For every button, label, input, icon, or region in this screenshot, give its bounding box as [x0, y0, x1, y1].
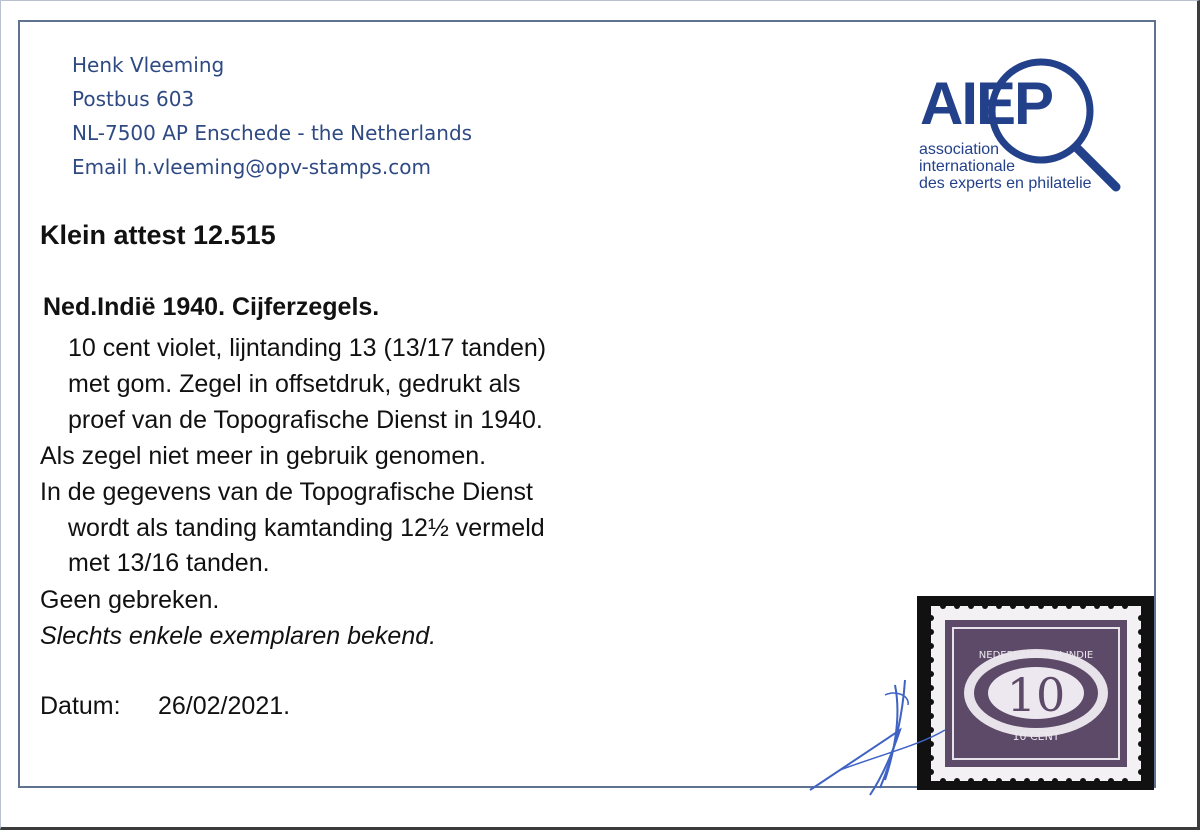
- logo-letters: AIEP: [920, 70, 1053, 137]
- text-line: met gom. Zegel in offsetdruk, gedrukt als: [68, 370, 521, 398]
- date-label: Datum:: [40, 692, 121, 720]
- logo-line-3: des experts en philatelie: [919, 175, 1092, 192]
- logo-line-2: internationale: [919, 158, 1016, 175]
- sender-email: Email h.vleeming@opv-stamps.com: [72, 155, 431, 179]
- certificate-subject: Ned.Indië 1940. Cijferzegels.: [43, 293, 380, 321]
- remark: Slechts enkele exemplaren bekend.: [40, 622, 437, 650]
- signature: [800, 670, 950, 800]
- sender-name: Henk Vleeming: [72, 53, 225, 77]
- text-line: wordt als tanding kamtanding 12½ vermeld: [68, 514, 545, 542]
- stamp-image: [917, 596, 1154, 790]
- date-value: 26/02/2021.: [158, 692, 291, 720]
- text-line: Geen gebreken.: [40, 586, 220, 614]
- text-line: Als zegel niet meer in gebruik genomen.: [40, 442, 487, 470]
- aiep-logo: [916, 55, 1126, 200]
- sender-postbus: Postbus 603: [72, 87, 195, 111]
- stamp-top-text: NEDERLANDSCH-INDIE: [978, 650, 1094, 661]
- stamp-value: 10: [1006, 668, 1066, 722]
- text-line: In de gegevens van de Topografische Dienst: [40, 478, 533, 506]
- text-line: proef van de Topografische Dienst in 1940.: [68, 406, 543, 434]
- stamp-bottom-text: 10 CENT: [1012, 730, 1060, 743]
- certificate-title: Klein attest 12.515: [40, 220, 276, 250]
- stamp-photo: [917, 596, 1154, 790]
- sender-address: NL-7500 AP Enschede - the Netherlands: [72, 121, 473, 145]
- logo-line-1: association: [919, 141, 1000, 158]
- text-line: 10 cent violet, lijntanding 13 (13/17 tanden): [68, 334, 547, 362]
- text-line: met 13/16 tanden.: [68, 549, 270, 577]
